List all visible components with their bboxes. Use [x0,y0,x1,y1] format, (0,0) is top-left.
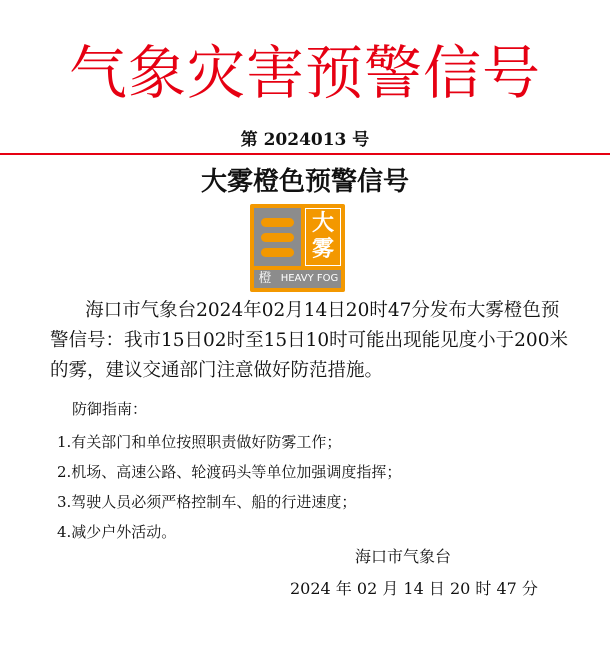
guidance-heading: 防御指南： [72,400,148,418]
guidance-item: 1.有关部门和单位按照职责做好防雾工作； [57,433,342,451]
fog-bar [261,218,294,227]
icon-bottom-strip [254,270,341,288]
icon-char-top: 大 [311,211,334,236]
signal-title: 大雾橙色预警信号 [200,167,409,197]
guidance-item: 4.减少户外活动。 [57,523,177,541]
signature-organization: 海口市气象台 [355,547,452,566]
signature-date: 2024 年 02 月 14 日 20 时 47 分 [290,579,538,598]
fog-bar [261,233,294,242]
icon-english-label: HEAVY FOG [280,273,339,284]
icon-level-char: 橙 [258,271,272,286]
guidance-item: 3.驾驶人员必须严格控制车、船的行进速度； [57,493,357,511]
heavy-fog-orange-icon [250,204,345,292]
fog-bar [261,248,294,257]
icon-char-bottom: 雾 [311,237,334,262]
guidance-item: 2.机场、高速公路、轮渡码头等单位加强调度指挥； [57,463,402,481]
icon-char-panel [305,208,341,266]
announcement-paragraph: 海口市气象台2024年02月14日20时47分发布大雾橙色预警信号：我市15日02时至15日10时可能出现能见度小于200米的雾，建议交通部门注意做好防范措施。 [50,300,568,381]
fog-bars-icon [254,208,301,266]
document-title: 气象灾害预警信号 [68,39,541,107]
header-divider [0,153,610,155]
issue-number: 第 2024013 号 [240,130,370,150]
guidance-list [57,427,587,547]
